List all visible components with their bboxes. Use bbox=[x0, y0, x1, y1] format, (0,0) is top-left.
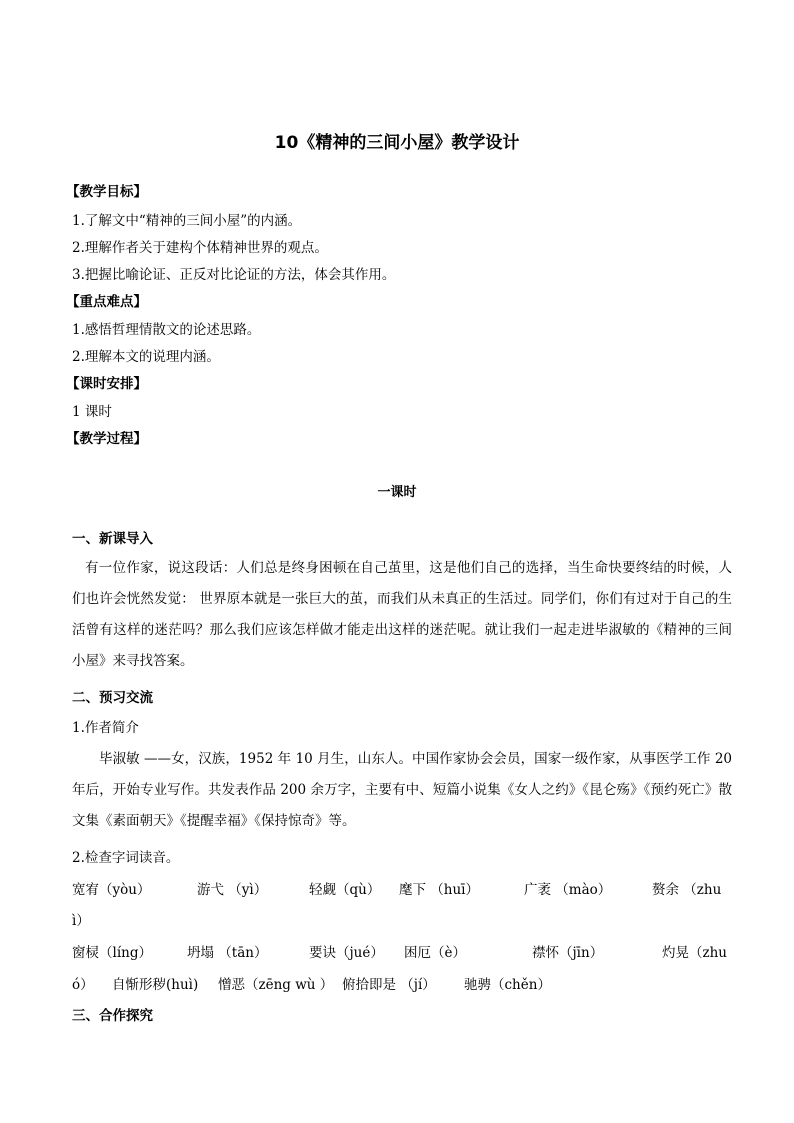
vocab-item: 灼晃（zhu bbox=[662, 945, 728, 961]
vocab-item: 赘余 （zhu bbox=[652, 882, 722, 898]
vocab-item: 麾下 （huī） bbox=[399, 882, 479, 898]
key-item: 2.理解本文的说理内涵。 bbox=[72, 349, 220, 365]
vocab-item: 坍塌 （tān） bbox=[187, 945, 268, 961]
vocab-item: 困厄（è） bbox=[404, 945, 466, 961]
words-heading: 2.检查字词读音。 bbox=[72, 850, 180, 866]
vocab-item: 俯拾即是 （jí） bbox=[342, 977, 436, 993]
goal-item: 3.把握比喻论证、正反对比论证的方法，体会其作用。 bbox=[72, 267, 396, 283]
process-heading: 【教学过程】 bbox=[66, 431, 147, 447]
vocab-item: 襟怀（jīn） bbox=[532, 945, 604, 961]
goal-item: 2.理解作者关于建构个体精神世界的观点。 bbox=[72, 240, 328, 256]
author-paragraph: 毕淑敏 ——女，汉族，1952 年 10 月生，山东人。中国作家协会会员，国家一级作家，从事医学工作 20 年后，开始专业写作。共发表作品 200 余万字，主要有中、短篇小说集《女人之约》《昆仑殇》《预约死亡》散文集《素面朝天》《提醒幸福》《保持惊奇》等。 bbox=[72, 751, 732, 829]
vocab-item: 游弋 （yì） bbox=[197, 882, 268, 898]
vocab-item: 自惭形秽(huì) bbox=[112, 977, 199, 993]
schedule-text: 1 课时 bbox=[72, 404, 112, 420]
schedule-heading: 【课时安排】 bbox=[66, 376, 147, 392]
author-heading: 1.作者简介 bbox=[72, 720, 139, 736]
lesson-label: 一课时 bbox=[377, 485, 417, 500]
key-item: 1.感悟哲理情散文的论述思路。 bbox=[72, 322, 261, 338]
vocab-wrap: ì） bbox=[72, 913, 90, 929]
vocab-item: 驰骋（chěn） bbox=[464, 977, 551, 993]
vocab-item: ó） bbox=[72, 977, 94, 993]
vocab-item: 宽宥（yòu） bbox=[72, 882, 151, 898]
section-explore-heading: 三、合作探究 bbox=[72, 1008, 153, 1024]
vocab-item: 憎恶（zēng wù ） bbox=[218, 977, 334, 993]
goals-heading: 【教学目标】 bbox=[66, 184, 147, 200]
intro-paragraph: 有一位作家，说这段话：人们总是终身困顿在自己茧里，这是他们自己的选择，当生命快要终结的时候，人们也许会恍然发觉： 世界原本就是一张巨大的茧，而我们从未真正的生活过。同学们，你们有过对于自己的生活曾有这样的迷茫吗？那么我们应该怎样做才能走出这样的迷茫呢。就让我们一起走进毕淑敏的《精神的三间小屋》来寻找答案。 bbox=[72, 560, 732, 669]
vocab-item: 窗棂（líng） bbox=[72, 945, 152, 961]
vocab-item: 要诀（jué） bbox=[309, 945, 384, 961]
goal-item: 1.了解文中“精神的三间小屋”的内涵。 bbox=[72, 213, 302, 229]
document-title: 10《精神的三间小屋》教学设计 bbox=[274, 133, 520, 153]
vocab-item: 轻觑（qù） bbox=[309, 882, 381, 898]
key-heading: 【重点难点】 bbox=[66, 294, 147, 310]
vocab-item: 广袤 （mào） bbox=[524, 882, 612, 898]
section-intro-heading: 一、新课导入 bbox=[72, 531, 153, 547]
section-preview-heading: 二、预习交流 bbox=[72, 690, 153, 706]
